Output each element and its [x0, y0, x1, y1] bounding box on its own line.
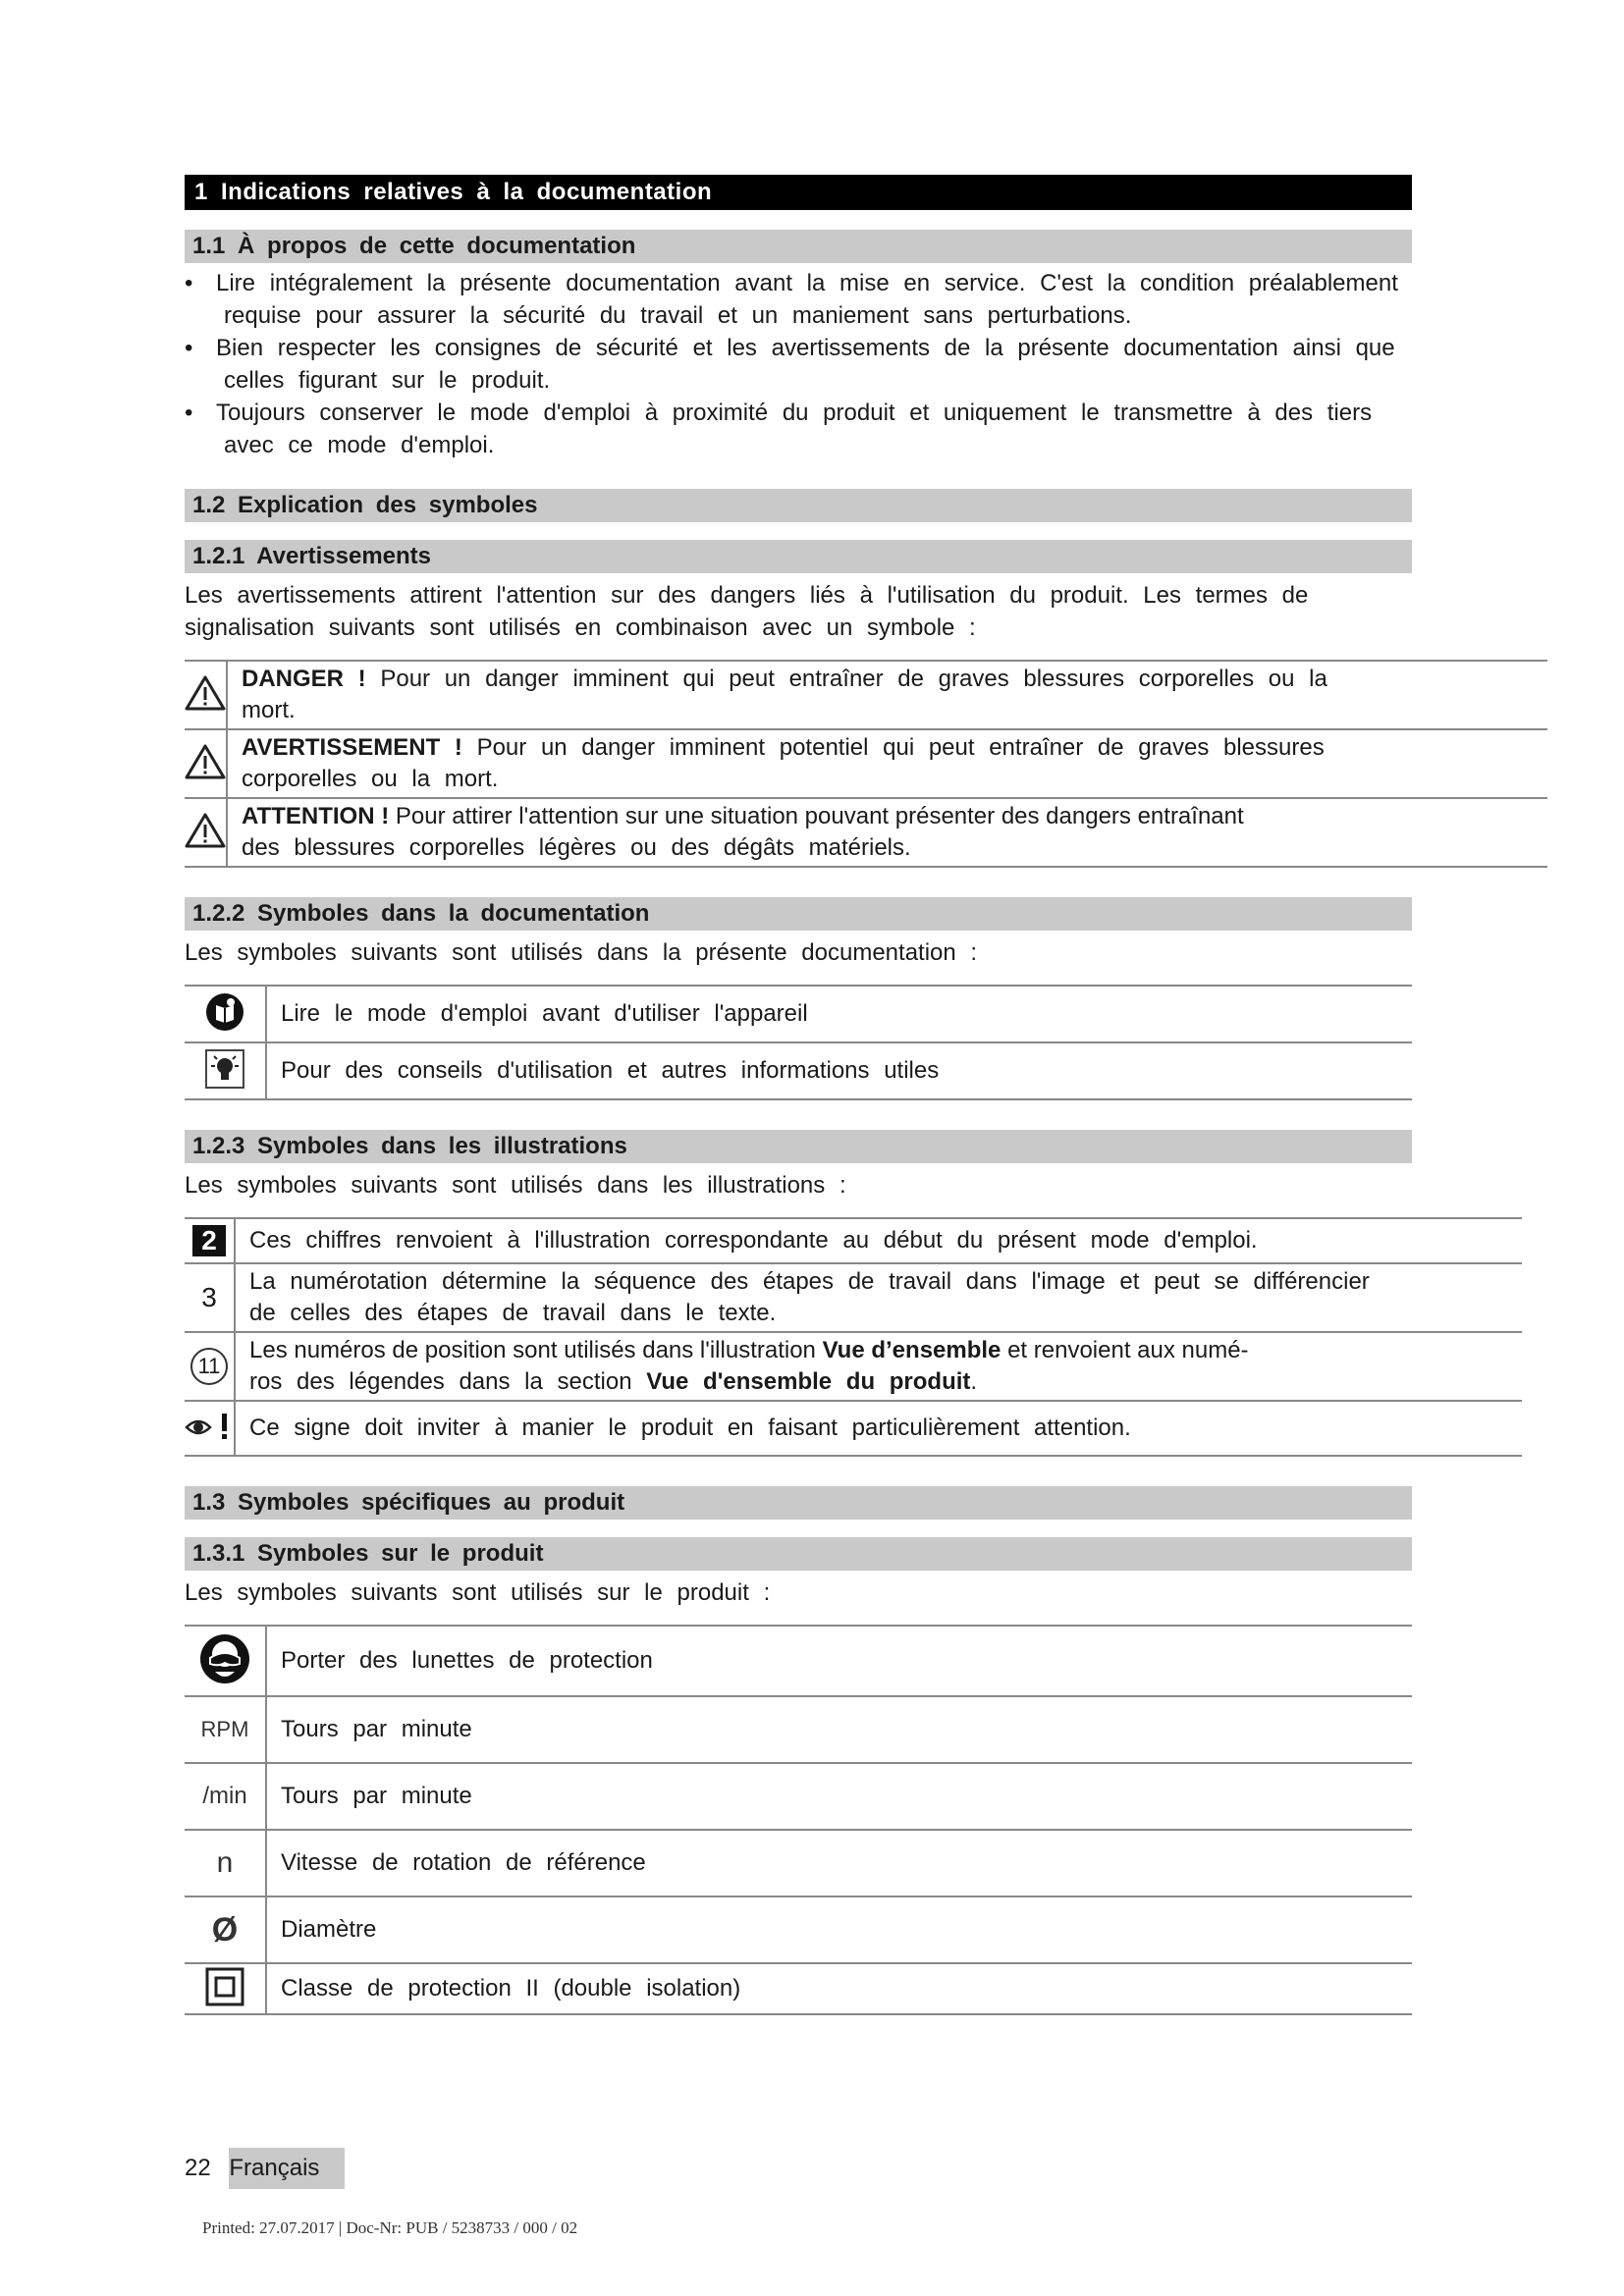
- section-1-2-2-heading: 1.2.2 Symboles dans la documentation: [185, 897, 1412, 931]
- bullet-item: • Toujours conserver le mode d'emploi à proximité du produit et uniquement le transmettre à des tiers avec ce mode d'emploi.: [185, 400, 1373, 458]
- table-row: [185, 1042, 1412, 1099]
- print-info: Printed: 27.07.2017 | Doc-Nr: PUB / 5238733 / 000 / 02: [202, 2218, 578, 2237]
- warning-triangle-icon: [185, 798, 227, 867]
- product-symbol-text: Vitesse de rotation de référence: [266, 1830, 1412, 1896]
- illustration-symbol-text: Ces chiffres renvoient à l'illustration correspondante au début du présent mode d'emploi.: [235, 1218, 1522, 1263]
- table-row: [185, 1626, 1412, 1696]
- section-1-3-heading: 1.3 Symboles spécifiques au produit: [185, 1486, 1412, 1520]
- position-number-icon: 11: [185, 1332, 235, 1401]
- doc-symbol-text: Pour des conseils d'utilisation et autres informations utiles: [266, 1042, 1412, 1099]
- illustration-symbols-intro: Les symboles suivants sont utilisés dans les illustrations :: [185, 1172, 846, 1199]
- page-number: 22: [185, 2155, 211, 2181]
- warning-triangle-icon: [185, 729, 227, 798]
- step-number-icon: 3: [185, 1263, 235, 1332]
- bullet-item: • Bien respecter les consignes de sécurité et les avertissements de la présente documentation ainsi que celles figurant sur le produit.: [185, 335, 1395, 394]
- warning-avertissement-text: AVERTISSEMENT ! Pour un danger imminent potentiel qui peut entraîner de graves blessures corporelles ou la mort.: [227, 729, 1547, 798]
- diameter-icon: Ø: [185, 1896, 266, 1963]
- table-row: [185, 1401, 1522, 1456]
- table-row: [185, 1963, 1412, 2014]
- product-symbol-text: Diamètre: [266, 1896, 1412, 1963]
- section-1-2-1-heading: 1.2.1 Avertissements: [185, 540, 1412, 573]
- table-row: [185, 798, 1547, 867]
- section-1-heading: 1 Indications relatives à la documentation: [185, 175, 1412, 210]
- table-row: [185, 1696, 1412, 1763]
- safety-goggles-icon: [185, 1626, 266, 1696]
- figure-number-icon: 2: [185, 1218, 235, 1263]
- section-1-2-heading: 1.2 Explication des symboles: [185, 489, 1412, 522]
- doc-symbols-intro: Les symboles suivants sont utilisés dans la présente documentation :: [185, 939, 978, 966]
- table-row: [185, 1332, 1522, 1401]
- warning-danger-text: DANGER ! Pour un danger imminent qui peut entraîner de graves blessures corporelles ou la mort.: [227, 661, 1547, 729]
- n-icon: n: [185, 1830, 266, 1896]
- illustration-symbols-table: [185, 1217, 1522, 1457]
- read-manual-icon: [185, 986, 266, 1042]
- attention-eye-icon: [185, 1401, 235, 1456]
- illustration-symbol-text: La numérotation détermine la séquence des étapes de travail dans l'image et peut se différencier de celles des étapes de travail dans le texte.: [235, 1263, 1522, 1332]
- rpm-icon: RPM: [185, 1696, 266, 1763]
- product-symbol-text: Classe de protection II (double isolation): [266, 1963, 1412, 2014]
- section-1-1-heading: 1.1 À propos de cette documentation: [185, 230, 1412, 263]
- warning-attention-text: ATTENTION ! Pour attirer l'attention sur une situation pouvant présenter des dangers entraînant des blessures corporelles légères ou des dégâts matériels.: [227, 798, 1547, 867]
- table-row: [185, 986, 1412, 1042]
- section-1-2-3-heading: 1.2.3 Symboles dans les illustrations: [185, 1130, 1412, 1163]
- table-row: [185, 1263, 1522, 1332]
- doc-symbols-table: [185, 985, 1412, 1100]
- table-row: [185, 729, 1547, 798]
- lightbulb-tip-icon: [185, 1042, 266, 1099]
- table-row: [185, 1896, 1412, 1963]
- product-symbol-text: Tours par minute: [266, 1763, 1412, 1830]
- warnings-table: [185, 660, 1547, 868]
- product-symbol-text: Tours par minute: [266, 1696, 1412, 1763]
- table-row: [185, 1218, 1522, 1263]
- double-insulation-icon: [185, 1963, 266, 2014]
- table-row: [185, 661, 1547, 729]
- bullet-item: • Lire intégralement la présente documentation avant la mise en service. C'est la condition préalablement requise pour assurer la sécurité du travail et un maniement sans perturbations.: [185, 270, 1398, 329]
- warning-triangle-icon: [185, 661, 227, 729]
- product-symbol-text: Porter des lunettes de protection: [266, 1626, 1412, 1696]
- table-row: [185, 1830, 1412, 1896]
- bullet-list: [185, 267, 1549, 461]
- product-symbols-intro: Les symboles suivants sont utilisés sur le produit :: [185, 1579, 771, 1606]
- language-label: Français: [229, 2148, 345, 2189]
- per-min-icon: /min: [185, 1763, 266, 1830]
- illustration-symbol-text: Les numéros de position sont utilisés dans l'illustration Vue d’ensemble et renvoient aux numé- ros des légendes dans la section Vue d'ensemble du produit.: [235, 1332, 1522, 1401]
- table-row: [185, 1763, 1412, 1830]
- illustration-symbol-text: Ce signe doit inviter à manier le produit en faisant particulièrement attention.: [235, 1401, 1522, 1456]
- product-symbols-table: [185, 1625, 1412, 2015]
- document-page: [185, 175, 1412, 2015]
- page-footer: [185, 2148, 345, 2189]
- warnings-intro: Les avertissements attirent l'attention sur des dangers liés à l'utilisation du produit. Les termes de signalisation suivants sont utilisés en combinaison avec un symbole :: [185, 582, 1309, 641]
- doc-symbol-text: Lire le mode d'emploi avant d'utiliser l'appareil: [266, 986, 1412, 1042]
- section-1-3-1-heading: 1.3.1 Symboles sur le produit: [185, 1537, 1412, 1571]
